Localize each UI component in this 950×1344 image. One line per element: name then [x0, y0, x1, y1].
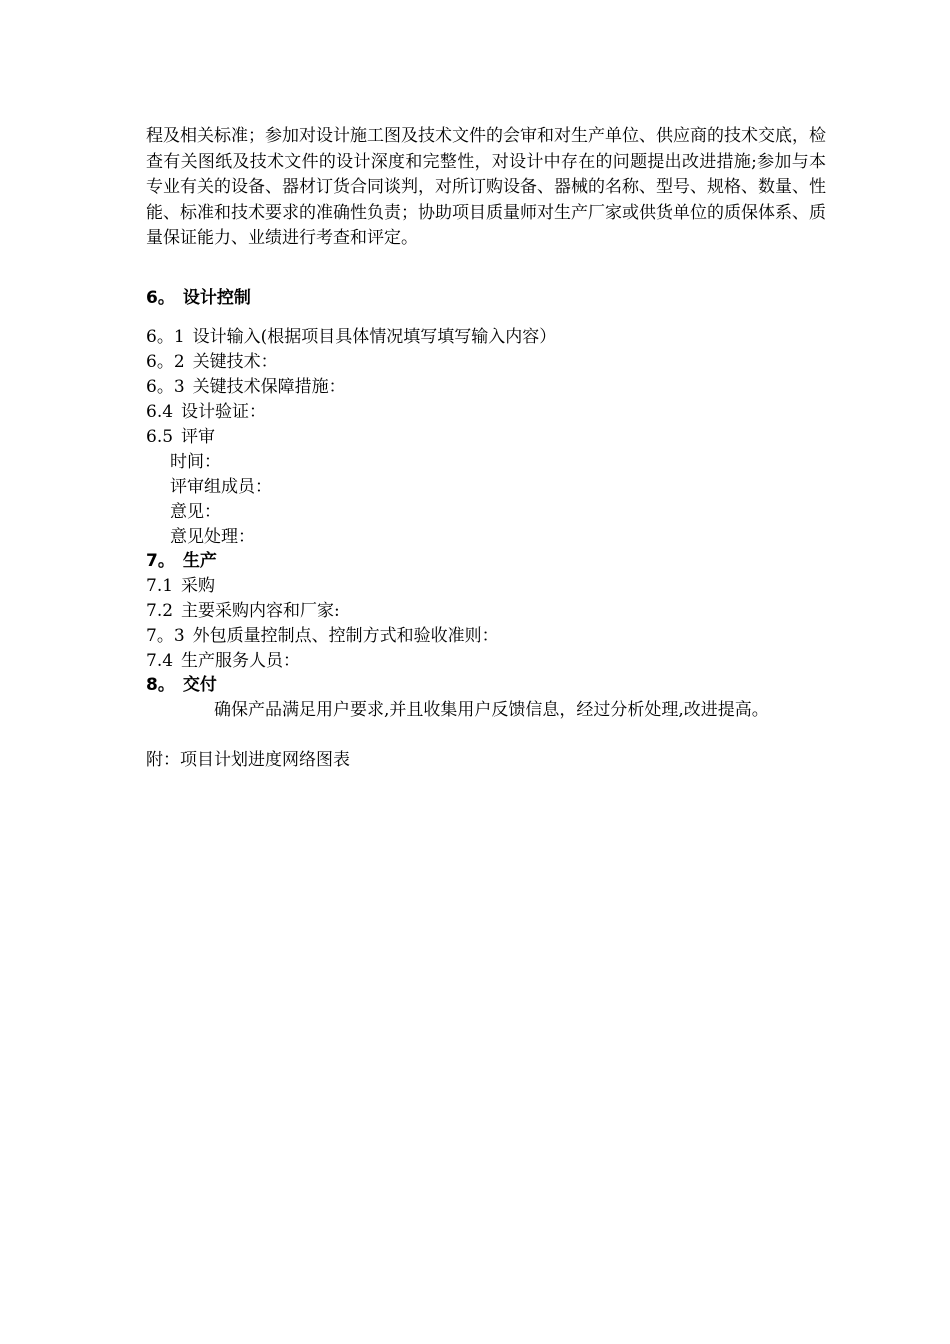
item-text: 外包质量控制点、控制方式和验收准则：: [192, 626, 499, 646]
intro-paragraph: 程及相关标准；参加对设计施工图及技术文件的会审和对生产单位、供应商的技术交底，检查有关图纸及技术文件的设计深度和完整性，对设计中存在的问题提出改进措施;参加与本专业有关的设备、器材订货合同谈判，对所订购设备、器械的名称、型号、规格、数量、性能、标准和技术要求的准确性负责；协助项目质量师对生产厂家或供货单位的质保体系、质量保证能力、业绩进行考查和评定。: [146, 126, 826, 248]
item-text: 主要采购内容和厂家:: [181, 601, 340, 621]
item-text: 设计验证：: [181, 402, 267, 422]
item-number: 6。2: [146, 352, 185, 372]
review-opinion: 意见：: [170, 502, 221, 522]
item-text: 关键技术：: [192, 352, 278, 372]
item-number: 7.4: [146, 651, 174, 671]
section-8-title: 交付: [182, 675, 217, 695]
item-7-2: [146, 600, 340, 622]
item-text: 设计输入(根据项目具体情况填写填写输入内容）: [192, 327, 557, 347]
section-7-heading: [146, 550, 217, 572]
item-text: 评审: [181, 427, 216, 447]
review-members: 评审组成员：: [170, 477, 272, 497]
section-7-title: 生产: [182, 551, 217, 571]
item-6-1: [146, 326, 556, 348]
item-7-1: [146, 575, 215, 597]
item-7-4: [146, 650, 300, 672]
item-text: 生产服务人员：: [181, 651, 301, 671]
item-6-2: [146, 351, 278, 373]
review-time: 时间：: [170, 452, 221, 472]
review-opinion-handling: 意见处理：: [170, 527, 255, 547]
section-6-heading: [146, 287, 251, 309]
item-6-3: [146, 376, 346, 398]
delivery-body: 确保产品满足用户要求,并且收集用户反馈信息，经过分析处理,改进提高。: [214, 700, 769, 720]
item-number: 7.2: [146, 601, 174, 621]
item-7-3: [146, 625, 499, 647]
item-text: 采购: [181, 576, 216, 596]
section-6-number: 6。: [146, 288, 175, 308]
item-6-5: [146, 426, 215, 448]
section-7-number: 7。: [146, 551, 175, 571]
item-text: 关键技术保障措施：: [192, 377, 346, 397]
section-6-title: 设计控制: [182, 288, 251, 308]
item-6-4: [146, 401, 266, 423]
section-8-heading: [146, 674, 217, 696]
item-number: 6.5: [146, 427, 174, 447]
appendix-note: 附：项目计划进度网络图表: [146, 750, 350, 770]
item-number: 6。1: [146, 327, 185, 347]
section-8-number: 8。: [146, 675, 175, 695]
item-number: 6。3: [146, 377, 185, 397]
item-number: 7.1: [146, 576, 174, 596]
item-number: 7。3: [146, 626, 185, 646]
item-number: 6.4: [146, 402, 174, 422]
